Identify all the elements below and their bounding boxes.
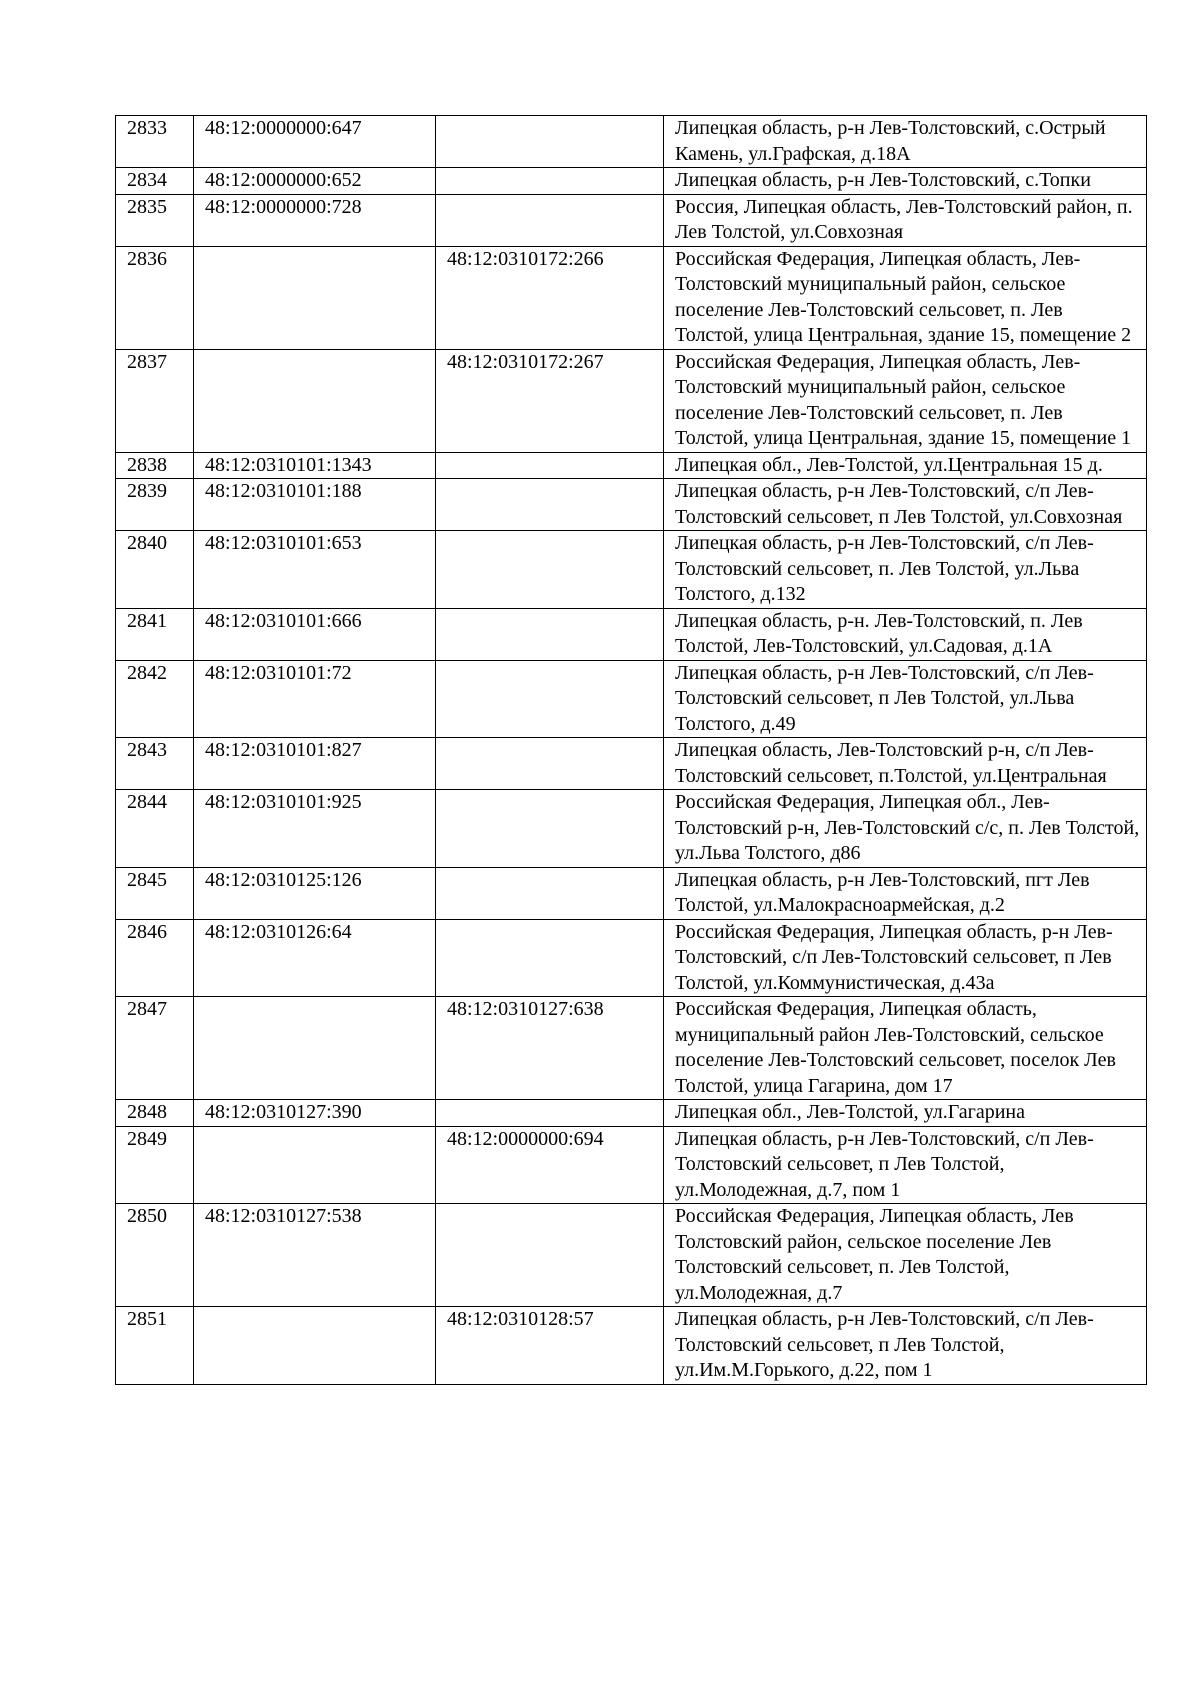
table-row [116,531,1147,609]
land-cadastral-number-cell [194,246,436,349]
table-row [116,1307,1147,1385]
address-cell: Российская Федерация, Липецкая область, р-н Лев-Толстовский, с/п Лев-Толстовский сельсовет, п Лев Толстой, ул.Коммунистическая, д.43а [664,919,1147,997]
row-number-cell: 2834 [116,168,194,195]
address-cell: Россия, Липецкая область, Лев-Толстовский район, п. Лев Толстой, ул.Совхозная [664,194,1147,246]
building-cadastral-number-cell [436,479,664,531]
address-cell: Липецкая обл., Лев-Толстой, ул.Гагарина [664,1100,1147,1127]
row-number-cell: 2848 [116,1100,194,1127]
building-cadastral-number-cell [436,1100,664,1127]
land-cadastral-number-cell: 48:12:0310101:925 [194,790,436,868]
row-number-cell: 2837 [116,349,194,452]
table-row [116,194,1147,246]
document-page [115,115,1146,1385]
land-cadastral-number-cell: 48:12:0000000:647 [194,116,436,168]
building-cadastral-number-cell: 48:12:0000000:694 [436,1126,664,1204]
property-register-table [115,115,1147,1385]
building-cadastral-number-cell [436,452,664,479]
table-row [116,867,1147,919]
row-number-cell: 2839 [116,479,194,531]
row-number-cell: 2849 [116,1126,194,1204]
land-cadastral-number-cell: 48:12:0310101:72 [194,660,436,738]
row-number-cell: 2833 [116,116,194,168]
table-row [116,608,1147,660]
address-cell: Российская Федерация, Липецкая область, Лев Толстовский район, сельское поселение Лев Толстовский сельсовет, п. Лев Толстой, ул.Молодежная, д.7 [664,1204,1147,1307]
building-cadastral-number-cell [436,790,664,868]
address-cell: Липецкая область, р-н Лев-Толстовский, с.Топки [664,168,1147,195]
row-number-cell: 2844 [116,790,194,868]
table-row [116,479,1147,531]
table-row [116,349,1147,452]
row-number-cell: 2843 [116,738,194,790]
building-cadastral-number-cell [436,608,664,660]
building-cadastral-number-cell [436,867,664,919]
row-number-cell: 2847 [116,997,194,1100]
land-cadastral-number-cell [194,1307,436,1385]
building-cadastral-number-cell [436,194,664,246]
row-number-cell: 2836 [116,246,194,349]
land-cadastral-number-cell: 48:12:0310126:64 [194,919,436,997]
address-cell: Липецкая область, р-н Лев-Толстовский, с/п Лев-Толстовский сельсовет, п Лев Толстой, ул.Молодежная, д.7, пом 1 [664,1126,1147,1204]
table-row [116,246,1147,349]
building-cadastral-number-cell [436,660,664,738]
row-number-cell: 2840 [116,531,194,609]
building-cadastral-number-cell: 48:12:0310172:267 [436,349,664,452]
land-cadastral-number-cell: 48:12:0310101:188 [194,479,436,531]
land-cadastral-number-cell: 48:12:0000000:652 [194,168,436,195]
address-cell: Российская Федерация, Липецкая обл., Лев-Толстовский р-н, Лев-Толстовский с/с, п. Лев Толстой, ул.Льва Толстого, д86 [664,790,1147,868]
table-row [116,168,1147,195]
row-number-cell: 2842 [116,660,194,738]
land-cadastral-number-cell: 48:12:0000000:728 [194,194,436,246]
address-cell: Российская Федерация, Липецкая область, муниципальный район Лев-Толстовский, сельское поселение Лев-Толстовский сельсовет, поселок Лев Толстой, улица Гагарина, дом 17 [664,997,1147,1100]
table-row [116,1204,1147,1307]
address-cell: Липецкая обл., Лев-Толстой, ул.Центральная 15 д. [664,452,1147,479]
land-cadastral-number-cell: 48:12:0310101:653 [194,531,436,609]
land-cadastral-number-cell: 48:12:0310101:1343 [194,452,436,479]
building-cadastral-number-cell [436,116,664,168]
address-cell: Российская Федерация, Липецкая область, Лев-Толстовский муниципальный район, сельское поселение Лев-Толстовский сельсовет, п. Лев Толстой, улица Центральная, здание 15, помещение 1 [664,349,1147,452]
land-cadastral-number-cell: 48:12:0310101:827 [194,738,436,790]
table-row [116,452,1147,479]
address-cell: Липецкая область, р-н Лев-Толстовский, пгт Лев Толстой, ул.Малокрасноармейская, д.2 [664,867,1147,919]
row-number-cell: 2850 [116,1204,194,1307]
table-row [116,660,1147,738]
address-cell: Липецкая область, р-н Лев-Толстовский, с/п Лев-Толстовский сельсовет, п Лев Толстой, ул.Совхозная [664,479,1147,531]
table-row [116,997,1147,1100]
address-cell: Липецкая область, р-н Лев-Толстовский, с/п Лев-Толстовский сельсовет, п. Лев Толстой, ул.Льва Толстого, д.132 [664,531,1147,609]
building-cadastral-number-cell: 48:12:0310128:57 [436,1307,664,1385]
row-number-cell: 2845 [116,867,194,919]
land-cadastral-number-cell [194,997,436,1100]
building-cadastral-number-cell [436,1204,664,1307]
table-row [116,1126,1147,1204]
row-number-cell: 2841 [116,608,194,660]
land-cadastral-number-cell: 48:12:0310127:390 [194,1100,436,1127]
land-cadastral-number-cell: 48:12:0310125:126 [194,867,436,919]
table-row [116,738,1147,790]
address-cell: Липецкая область, Лев-Толстовский р-н, с/п Лев-Толстовский сельсовет, п.Толстой, ул.Центральная [664,738,1147,790]
row-number-cell: 2838 [116,452,194,479]
register-table-body [116,116,1147,1385]
land-cadastral-number-cell [194,349,436,452]
building-cadastral-number-cell [436,919,664,997]
row-number-cell: 2835 [116,194,194,246]
land-cadastral-number-cell [194,1126,436,1204]
address-cell: Липецкая область, р-н Лев-Толстовский, с/п Лев-Толстовский сельсовет, п Лев Толстой, ул.Им.М.Горького, д.22, пом 1 [664,1307,1147,1385]
table-row [116,116,1147,168]
address-cell: Липецкая область, р-н Лев-Толстовский, с/п Лев-Толстовский сельсовет, п Лев Толстой, ул.Льва Толстого, д.49 [664,660,1147,738]
land-cadastral-number-cell: 48:12:0310127:538 [194,1204,436,1307]
address-cell: Липецкая область, р-н Лев-Толстовский, с.Острый Камень, ул.Графская, д.18А [664,116,1147,168]
address-cell: Липецкая область, р-н. Лев-Толстовский, п. Лев Толстой, Лев-Толстовский, ул.Садовая, д.1А [664,608,1147,660]
building-cadastral-number-cell [436,168,664,195]
building-cadastral-number-cell: 48:12:0310127:638 [436,997,664,1100]
table-row [116,790,1147,868]
row-number-cell: 2846 [116,919,194,997]
land-cadastral-number-cell: 48:12:0310101:666 [194,608,436,660]
address-cell: Российская Федерация, Липецкая область, Лев-Толстовский муниципальный район, сельское поселение Лев-Толстовский сельсовет, п. Лев Толстой, улица Центральная, здание 15, помещение 2 [664,246,1147,349]
building-cadastral-number-cell: 48:12:0310172:266 [436,246,664,349]
table-row [116,919,1147,997]
row-number-cell: 2851 [116,1307,194,1385]
table-row [116,1100,1147,1127]
building-cadastral-number-cell [436,738,664,790]
building-cadastral-number-cell [436,531,664,609]
